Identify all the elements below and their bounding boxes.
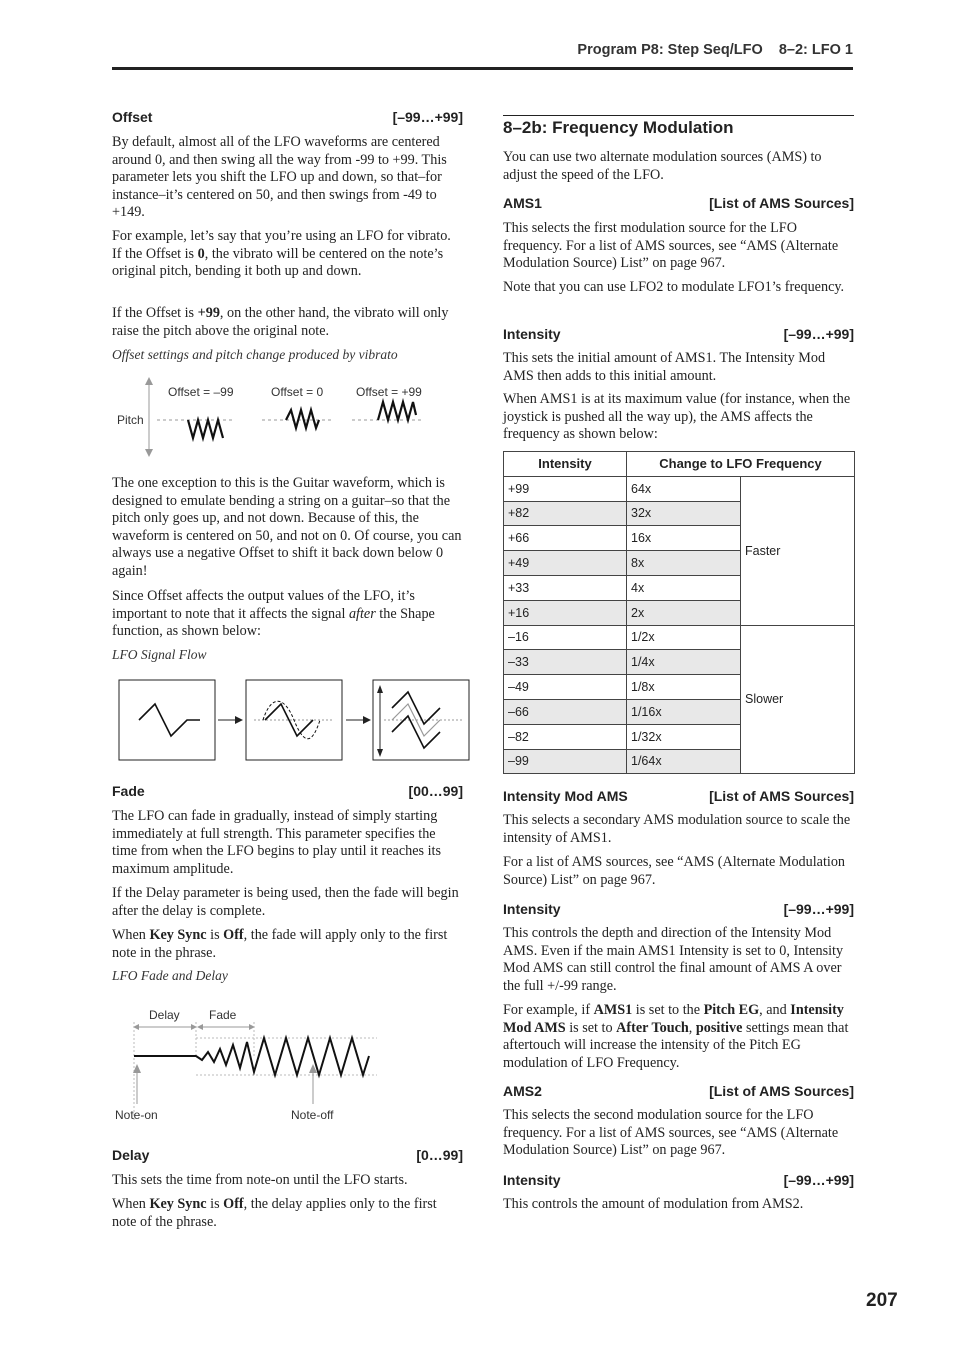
table-cell-change: 1/8x — [627, 675, 741, 700]
intensity2-paragraph-1: This controls the depth and direction of the Intensity Mod AMS. Even if the main AMS1 Intensity is set to 0, Intensity Mod AMS can still control the final amount of AMS A over the full +/-99 range. — [503, 925, 844, 994]
ams1-paragraph-2: Note that you can use LFO2 to modulate LFO1’s frequency. — [503, 279, 845, 295]
intensity1-title: Intensity — [503, 326, 561, 342]
table-cell-intensity: –16 — [504, 625, 627, 650]
table-cell-change: 16x — [627, 526, 741, 551]
fade-paragraph-2: If the Delay parameter is being used, then the fade will begin after the delay is complete. — [112, 885, 459, 919]
section-rule — [503, 115, 854, 116]
ams2-heading — [503, 1083, 854, 1099]
fig-pitch-label: Pitch — [117, 413, 144, 427]
page-number: 207 — [866, 1290, 898, 1311]
table-cell-faster: Faster — [741, 476, 855, 625]
offset-paragraph-3: If the Offset is +99, on the other hand, the vibrato will only raise the pitch above the original note. — [112, 305, 449, 339]
table-cell-intensity: –49 — [504, 675, 627, 700]
table-cell-intensity: –33 — [504, 650, 627, 675]
table-cell-change: 1/16x — [627, 699, 741, 724]
intensity3-range: [–99…+99] — [783, 1172, 854, 1188]
fig-offset-minus99: Offset = –99 — [168, 385, 234, 399]
section-title: 8–2b: Frequency Modulation — [503, 118, 734, 137]
offset-caption: Offset settings and pitch change produced by vibrato — [112, 347, 398, 362]
ams2-range: [List of AMS Sources] — [709, 1083, 854, 1099]
offset-title: Offset — [112, 109, 153, 125]
table-cell-intensity: +16 — [504, 600, 627, 625]
delay-paragraph-2: When Key Sync is Off, the delay applies only to the first note of the phrase. — [112, 1196, 437, 1230]
fade-range: [00…99] — [408, 783, 463, 799]
table-cell-intensity: –82 — [504, 724, 627, 749]
offset-paragraph-2: For example, let’s say that you’re using an LFO for vibrato. If the Offset is 0, the vibrato will be centered on the note’s original pitch, bending it both up and down. — [112, 228, 451, 280]
offset-paragraph-5: Since Offset affects the output values of the LFO, it’s important to note that it affects the signal after the Shape function, as shown below: — [112, 588, 435, 640]
offset-range: [–99…+99] — [392, 109, 463, 125]
table-cell-change: 1/4x — [627, 650, 741, 675]
fig-offset-zero: Offset = 0 — [271, 385, 324, 399]
ams1-title: AMS1 — [503, 195, 542, 211]
intensity-mod-paragraph-2: For a list of AMS sources, see “AMS (Alternate Modulation Source) List” on page 967. — [503, 854, 846, 888]
fade-title: Fade — [112, 783, 145, 799]
table-cell-intensity: +82 — [504, 501, 627, 526]
intensity3-paragraph-1: This controls the amount of modulation from AMS2. — [503, 1196, 804, 1212]
table-cell-change: 1/64x — [627, 749, 741, 774]
table-cell-intensity: –99 — [504, 749, 627, 774]
intensity2-paragraph-2: For example, if AMS1 is set to the Pitch EG, and Intensity Mod AMS is set to After Touch, positive settings mean that aftertouch will increase the intensity of the Pitch EG modulation of LFO Frequency. — [503, 1002, 849, 1071]
intensity1-paragraph-2: When AMS1 is at its maximum value (for instance, when the joystick is pushed all the way up), the AMS affects the frequency as shown below: — [503, 391, 851, 443]
signal-flow-caption: LFO Signal Flow — [112, 647, 207, 662]
ams1-paragraph-1: This selects the first modulation source for the LFO frequency. For a list of AMS sources, see “AMS (Alternate Modulation Source) List” on page 967. — [503, 220, 839, 272]
offset-figure — [112, 375, 463, 460]
offset-heading — [112, 109, 463, 125]
header-rule — [112, 67, 853, 70]
intensity3-title: Intensity — [503, 1172, 561, 1188]
intensity3-heading — [503, 1172, 854, 1188]
header-title: Program P8: Step Seq/LFO 8–2: LFO 1 — [577, 42, 853, 58]
table-cell-change: 8x — [627, 551, 741, 576]
signal-flow-figure — [112, 675, 463, 767]
ams1-heading — [503, 195, 854, 211]
intensity-mod-paragraph-1: This selects a secondary AMS modulation source to scale the intensity of AMS1. — [503, 812, 851, 846]
intensity2-range: [–99…+99] — [783, 901, 854, 917]
table-cell-change: 1/2x — [627, 625, 741, 650]
table-cell-change: 1/32x — [627, 724, 741, 749]
delay-paragraph-1: This sets the time from note-on until the LFO starts. — [112, 1172, 408, 1188]
table-cell-intensity: +66 — [504, 526, 627, 551]
table-cell-slower: Slower — [741, 625, 855, 774]
delay-range: [0…99] — [416, 1147, 463, 1163]
table-cell-change: 64x — [627, 476, 741, 501]
table-row — [504, 476, 855, 501]
delay-heading — [112, 1147, 463, 1163]
table-cell-intensity: +49 — [504, 551, 627, 576]
table-header-row — [504, 452, 855, 477]
fade-paragraph-3: When Key Sync is Off, the fade will apply only to the first note in the phrase. — [112, 927, 448, 961]
intensity-mod-range: [List of AMS Sources] — [709, 788, 854, 804]
table-header-intensity: Intensity — [504, 452, 627, 477]
offset-paragraph-1: By default, almost all of the LFO waveforms are centered around 0, and then swing all the way from -99 to +99. This parameter lets you shift the LFO up and down, so that–for instance–it’s centered on 50, and then swings from -49 to +149. — [112, 134, 447, 221]
intensity-mod-title: Intensity Mod AMS — [503, 788, 628, 804]
page-header — [112, 42, 853, 68]
delay-title: Delay — [112, 1147, 150, 1163]
fade-heading — [112, 783, 463, 799]
intensity1-heading — [503, 326, 854, 342]
intensity1-range: [–99…+99] — [783, 326, 854, 342]
table-cell-change: 4x — [627, 575, 741, 600]
fig-fade-label: Fade — [209, 1008, 237, 1022]
intro-paragraph: You can use two alternate modulation sources (AMS) to adjust the speed of the LFO. — [503, 149, 822, 183]
fig-noteoff-label: Note-off — [291, 1108, 334, 1122]
fig-noteon-label: Note-on — [115, 1108, 158, 1122]
intensity2-heading — [503, 901, 854, 917]
table-row — [504, 625, 855, 650]
intensity2-title: Intensity — [503, 901, 561, 917]
table-cell-change: 32x — [627, 501, 741, 526]
ams2-title: AMS2 — [503, 1083, 542, 1099]
fade-caption: LFO Fade and Delay — [112, 968, 228, 983]
table-cell-intensity: +99 — [504, 476, 627, 501]
table-cell-change: 2x — [627, 600, 741, 625]
ams2-paragraph-1: This selects the second modulation source for the LFO frequency. For a list of AMS sources, see “AMS (Alternate Modulation Source) List” on page 967. — [503, 1107, 839, 1159]
offset-paragraph-4: The one exception to this is the Guitar waveform, which is designed to emulate bending a string on a guitar–so that the pitch only goes up, and not down. Because of this, the waveform is centered on 50, and not on 0. Of course, you can always use a negative Offset to shift it back down below 0 again! — [112, 475, 462, 579]
frequency-table — [503, 451, 855, 774]
table-cell-intensity: –66 — [504, 699, 627, 724]
ams1-range: [List of AMS Sources] — [709, 195, 854, 211]
fig-offset-plus99: Offset = +99 — [356, 385, 422, 399]
table-cell-intensity: +33 — [504, 575, 627, 600]
fade-paragraph-1: The LFO can fade in gradually, instead of simply starting immediately at full strength. This parameter specifies the time from when the LFO begins to play until it reaches its maximum amplitude. — [112, 808, 442, 877]
fig-delay-label: Delay — [149, 1008, 180, 1022]
intensity1-paragraph-1: This sets the initial amount of AMS1. The Intensity Mod AMS then adds to this initial amount. — [503, 350, 826, 384]
intensity-mod-heading — [503, 788, 854, 804]
fade-delay-figure — [112, 1000, 463, 1128]
table-header-change: Change to LFO Frequency — [627, 452, 855, 477]
